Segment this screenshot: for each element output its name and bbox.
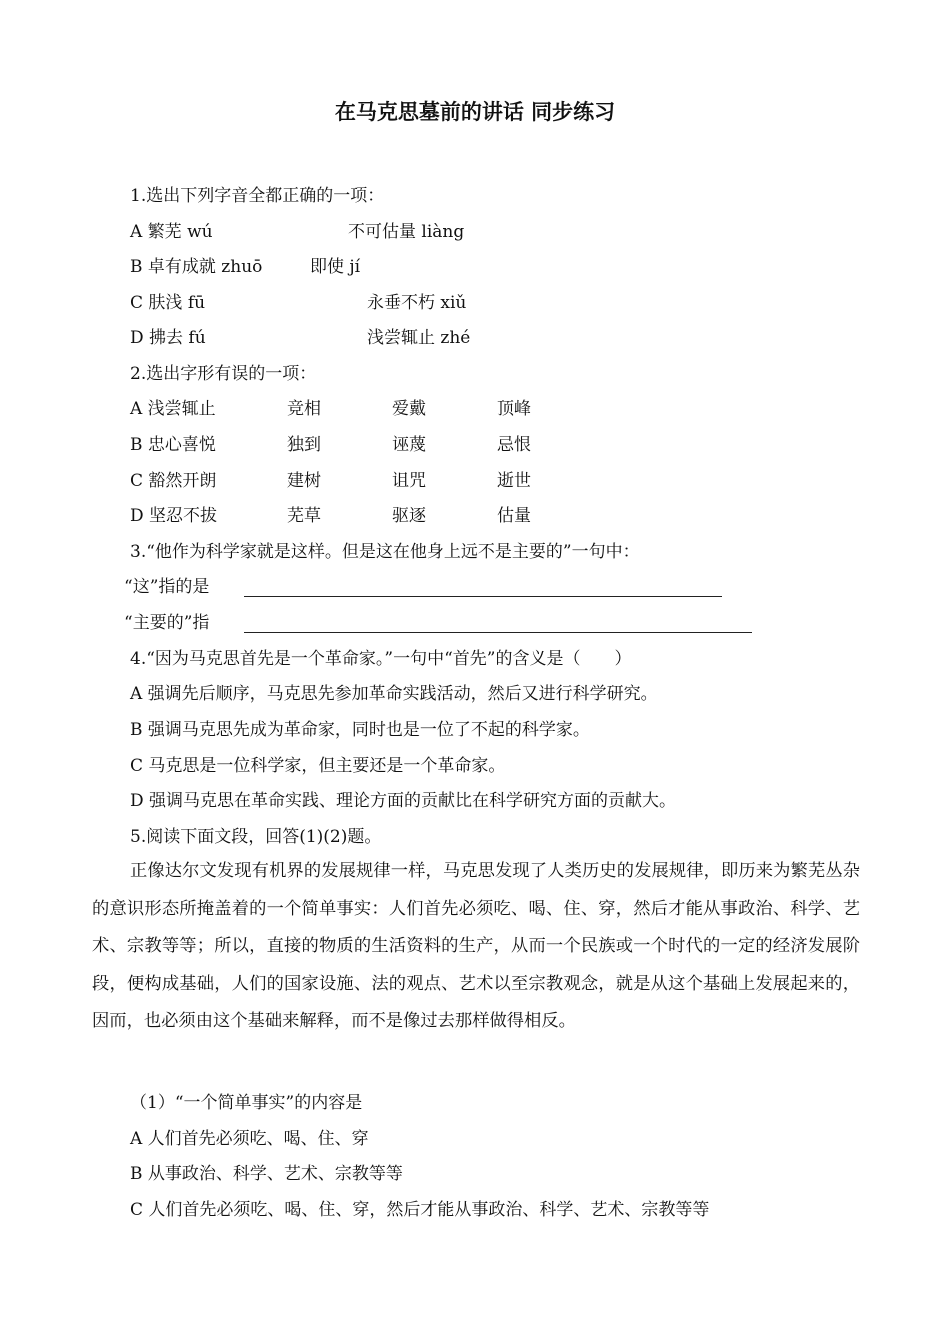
- q2-row-d-col1: D 坚忍不拔: [130, 506, 218, 526]
- q1-stem: 1.选出下列字音全都正确的一项：: [130, 186, 385, 206]
- q2-row-c-col3: 诅咒: [392, 471, 426, 491]
- q2-row-d-col3: 驱逐: [392, 506, 426, 526]
- q2-stem: 2.选出字形有误的一项：: [130, 364, 317, 384]
- q2-row-c-col4: 逝世: [497, 471, 531, 491]
- q4-option-b: B 强调马克思先成为革命家，同时也是一位了不起的科学家。: [130, 720, 590, 740]
- q2-row-a-col2: 竞相: [287, 399, 321, 419]
- q5-sub1-option-a: A 人们首先必须吃、喝、住、穿: [130, 1129, 369, 1149]
- q1-option-a: A 繁芜 wú: [130, 222, 213, 242]
- q4-option-d: D 强调马克思在革命实践、理论方面的贡献比在科学研究方面的贡献大。: [130, 791, 677, 811]
- q1-option-d: D 拂去 fú: [130, 328, 206, 348]
- q2-row-a-col3: 爱戴: [392, 399, 426, 419]
- q1-option-b: B 卓有成就 zhuō: [130, 257, 263, 277]
- q1-option-b-second: 即使 jí: [310, 257, 361, 277]
- q1-option-c: C 肤浅 fū: [130, 293, 206, 313]
- q1-option-c-second: 永垂不朽 xiǔ: [367, 293, 467, 313]
- q2-row-a-col1: A 浅尝辄止: [130, 399, 216, 419]
- q2-row-c-col2: 建树: [287, 471, 321, 491]
- q5-sub1-option-c: C 人们首先必须吃、喝、住、穿，然后才能从事政治、科学、艺术、宗教等等: [130, 1200, 710, 1220]
- q3-line-1-label: “这”指的是: [124, 577, 210, 597]
- q1-option-d-second: 浅尝辄止 zhé: [367, 328, 471, 348]
- q4-option-c: C 马克思是一位科学家，但主要还是一个革命家。: [130, 756, 506, 776]
- q3-answer-blank-2[interactable]: [244, 632, 752, 633]
- q2-row-b-col4: 忌恨: [497, 435, 531, 455]
- q5-stem: 5.阅读下面文段，回答(1)(2)题。: [130, 827, 382, 847]
- q5-passage: 正像达尔文发现有机界的发展规律一样，马克思发现了人类历史的发展规律，即历来为繁芜丛杂的意识形态所掩盖着的一个简单事实：人们首先必须吃、喝、住、穿，然后才能从事政治、科学、艺术、宗教等等；所以，直接的物质的生活资料的生产，从而一个民族或一个时代的一定的经济发展阶段，便构成基础，人们的国家设施、法的观点、艺术以至宗教观念，就是从这个基础上发展起来的，因而，也必须由这个基础来解释，而不是像过去那样做得相反。: [92, 861, 860, 1032]
- q3-answer-blank-1[interactable]: [244, 596, 722, 597]
- q2-row-b-col2: 独到: [287, 435, 321, 455]
- q5-sub1-option-b: B 从事政治、科学、艺术、宗教等等: [130, 1164, 403, 1184]
- q4-stem: 4.“因为马克思首先是一个革命家。”一句中“首先”的含义是（ ）: [130, 649, 632, 669]
- q3-line-2-label: “主要的”指: [124, 613, 210, 633]
- q3-stem: 3.“他作为科学家就是这样。但是这在他身上远不是主要的”一句中：: [130, 542, 640, 562]
- q2-row-b-col1: B 忠心喜悦: [130, 435, 216, 455]
- q2-row-a-col4: 顶峰: [497, 399, 531, 419]
- q2-row-d-col2: 芜草: [287, 506, 321, 526]
- q5-sub1-stem: （1）“一个简单事实”的内容是: [130, 1093, 363, 1113]
- q4-option-a: A 强调先后顺序，马克思先参加革命实践活动，然后又进行科学研究。: [130, 684, 658, 704]
- q2-row-d-col4: 估量: [497, 506, 531, 526]
- q2-row-b-col3: 诬蔑: [392, 435, 426, 455]
- q1-option-a-second: 不可估量 liàng: [348, 222, 465, 242]
- page-title: 在马克思墓前的讲话 同步练习: [334, 100, 616, 124]
- q2-row-c-col1: C 豁然开朗: [130, 471, 217, 491]
